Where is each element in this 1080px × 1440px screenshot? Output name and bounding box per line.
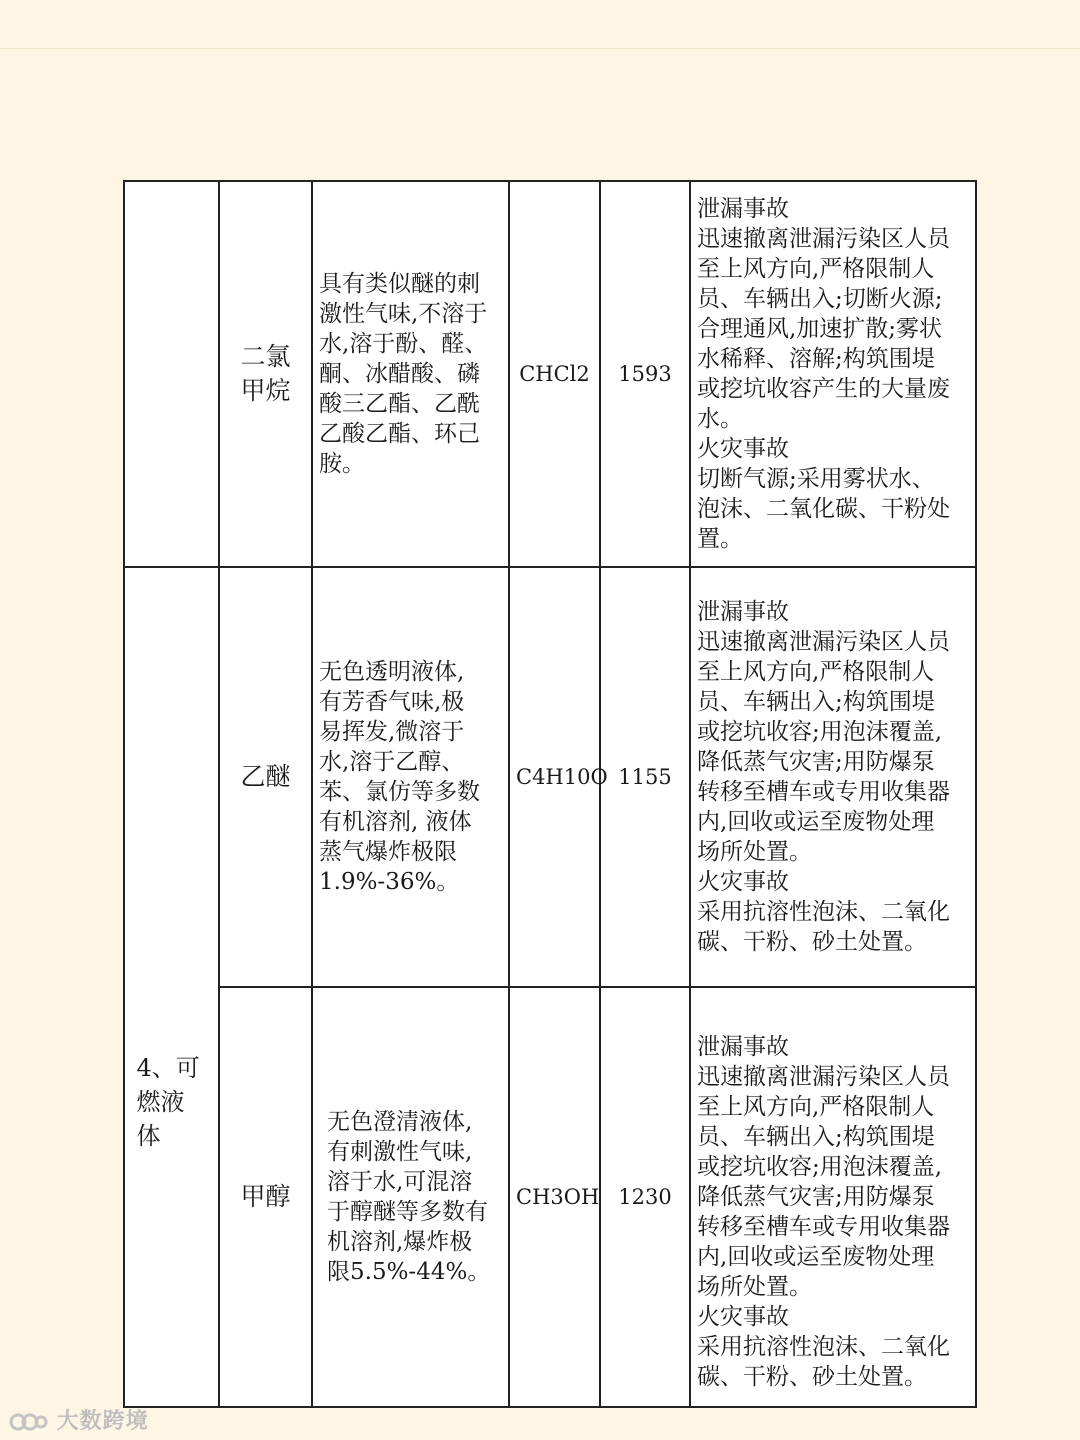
response-line: 场所处置。 [697,1274,812,1300]
properties-line: 无色澄清液体, [327,1109,473,1135]
chemical-name-line: 甲烷 [240,376,291,405]
properties-line: 机溶剂,爆炸极 [327,1229,473,1255]
response-line: 迅速撤离泄漏污染区人员 [697,226,950,252]
properties-line: 酮、冰醋酸、磷 [319,361,480,387]
formula-cell: CHCl2 [509,181,600,567]
response-line: 或挖坑收容;用泡沫覆盖, [697,1154,943,1180]
properties-line: 有芳香气味,极 [319,689,465,715]
response-cell [690,181,976,567]
properties-line: 有机溶剂, 液体 [319,809,472,835]
properties-line: 蒸气爆炸极限 [319,839,457,865]
response-line: 内,回收或运至废物处理 [697,809,935,835]
chemical-name-cell [219,987,312,1407]
response-line: 至上风方向,严格限制人 [697,659,935,685]
category-line: 燃液 [136,1088,185,1116]
response-line: 碳、干粉、砂土处置。 [697,929,927,955]
response-line: 迅速撤离泄漏污染区人员 [697,1064,950,1090]
table-row [124,567,976,987]
top-divider [0,48,1080,49]
response-line: 转移至槽车或专用收集器 [697,1214,950,1240]
category-cell-empty [124,181,219,567]
response-line: 转移至槽车或专用收集器 [697,779,950,805]
response-line: 水。 [697,406,743,432]
category-cell [124,567,219,1407]
response-line: 火灾事故 [697,1304,789,1330]
response-line: 泄漏事故 [697,196,789,222]
properties-cell [312,987,509,1407]
response-line: 泄漏事故 [697,599,789,625]
response-line: 内,回收或运至废物处理 [697,1244,935,1270]
table-row [124,181,976,567]
response-line: 采用抗溶性泡沫、二氧化 [697,1334,950,1360]
response-line: 采用抗溶性泡沫、二氧化 [697,899,950,925]
response-line: 合理通风,加速扩散;雾状 [697,316,943,342]
properties-line: 具有类似醚的刺 [319,271,480,297]
watermark-logo-icon [8,1410,48,1434]
response-line: 火灾事故 [697,436,789,462]
response-line: 降低蒸气灾害;用防爆泵 [697,749,935,775]
response-line: 泡沫、二氧化碳、干粉处 [697,496,950,522]
un-number-cell: 1593 [600,181,690,567]
response-cell [690,987,976,1407]
properties-line: 酸三乙酯、乙酰 [319,391,480,417]
response-line: 碳、干粉、砂土处置。 [697,1364,927,1390]
properties-line: 水,溶于酚、醛、 [319,331,488,357]
category-line: 4、可 [136,1054,200,1082]
response-line: 水稀释、溶解;构筑围堤 [697,346,935,372]
table-row [124,987,976,1407]
response-line: 迅速撤离泄漏污染区人员 [697,629,950,655]
category-line: 体 [136,1122,161,1150]
response-line: 切断气源;采用雾状水、 [697,466,935,492]
un-number-cell: 1230 [600,987,690,1407]
properties-line: 易挥发,微溶于 [319,719,465,745]
chemical-name-cell [219,181,312,567]
properties-line: 乙酸乙酯、环己 [319,421,480,447]
chemical-name-line: 甲醇 [240,1182,291,1211]
watermark [8,1404,149,1435]
properties-line: 苯、氯仿等多数 [319,779,480,805]
formula-cell: CH3OH [509,987,600,1407]
chemical-name-cell [219,567,312,987]
chemical-name-line: 二氯 [240,342,291,371]
properties-line: 有刺激性气味, [327,1139,473,1165]
response-cell [690,567,976,987]
properties-line: 无色透明液体, [319,659,465,685]
response-line: 火灾事故 [697,869,789,895]
properties-line: 溶于水,可混溶 [327,1169,473,1195]
properties-line: 胺。 [319,451,365,477]
properties-line: 1.9%-36%。 [319,869,460,895]
watermark-text: 大数跨境 [56,1409,149,1434]
response-line: 至上风方向,严格限制人 [697,256,935,282]
properties-line: 于醇醚等多数有 [327,1199,488,1225]
chemical-name-line: 乙醚 [240,762,291,791]
formula-cell: C4H10O [509,567,600,987]
response-line: 员、车辆出入;构筑围堤 [697,1124,935,1150]
response-line: 场所处置。 [697,839,812,865]
properties-line: 水,溶于乙醇、 [319,749,465,775]
properties-line: 限5.5%-44%。 [327,1259,491,1285]
response-line: 或挖坑收容;用泡沫覆盖, [697,719,943,745]
chemical-table [123,180,977,1408]
response-line: 置。 [697,526,743,552]
response-line: 员、车辆出入;切断火源; [697,286,943,312]
response-line: 泄漏事故 [697,1034,789,1060]
response-line: 至上风方向,严格限制人 [697,1094,935,1120]
properties-cell [312,181,509,567]
response-line: 或挖坑收容产生的大量废 [697,376,950,402]
properties-line: 激性气味,不溶于 [319,301,488,327]
properties-cell [312,567,509,987]
un-number-cell: 1155 [600,567,690,987]
response-line: 员、车辆出入;构筑围堤 [697,689,935,715]
response-line: 降低蒸气灾害;用防爆泵 [697,1184,935,1210]
